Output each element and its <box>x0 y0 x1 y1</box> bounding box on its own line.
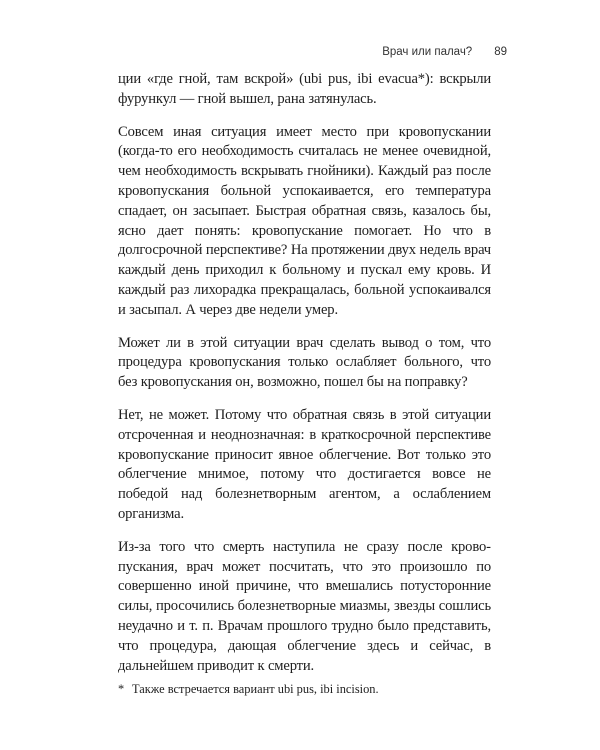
body-text <box>118 70 491 689</box>
paragraph-continuation: ции «где гной, там вскрой» (ubi pus, ibi evacua*): вскрыли фурункул — гной вышел, рана затянулась. <box>118 71 491 107</box>
running-title: Врач или палач? <box>382 46 473 58</box>
running-header <box>382 46 507 58</box>
footnote-divider <box>118 676 491 677</box>
footnote-text: Также встречается вариант ubi pus, ibi incision. <box>132 682 379 696</box>
paragraph-bloodletting: Совсем иная ситуация имеет место при кровопускании (когда-то его необходимость считалась не менее очевидной, чем необходимость вскрывать гнойники). Каждый раз после кровопускания больной успокаивается, его температура спадает, он засыпает. Быстрая обратная связь, казалось бы, ясно дает понять: кровопускание помогает. Но что в долгосрочной перспективе? На протяжении двух недель врач каждый день приходил к больному и пускал ему кровь. И каждый раз лихорадка прекращалась, больной успокаивался и засыпал. А через две недели умер. <box>118 123 491 318</box>
page-number: 89 <box>494 46 507 58</box>
paragraph-answer: Нет, не может. Потому что обратная связь в этой ситуации отсроченная и неоднозначная: в краткосрочной перспективе кровопускание приносит явное облегчение. Вот только это облегчение мнимое, потому что достигается вовсе не победой над болезнетворным агентом, а ослаблением организма. <box>118 406 491 522</box>
paragraph-question: Может ли в этой ситуации врач сделать вывод о том, что процедура кровопускания только ослабляет больного, что без кровопускания он, возможно, пошел бы на поправку? <box>118 334 491 391</box>
footnote <box>118 681 491 697</box>
paragraph-conclusion: Из-за того что смерть наступила не сразу после кровопускания, врач может посчитать, что это произошло по совершенно иной причине, что вмешались потусторонние силы, просочились болезнетворные миазмы, звезды сошлись неудачно и т. п. Врачам прошлого трудно было представить, что процедура, дающая облегчение здесь и сейчас, в дальнейшем приводит к смерти. <box>118 538 491 674</box>
footnote-mark: * <box>118 682 125 696</box>
